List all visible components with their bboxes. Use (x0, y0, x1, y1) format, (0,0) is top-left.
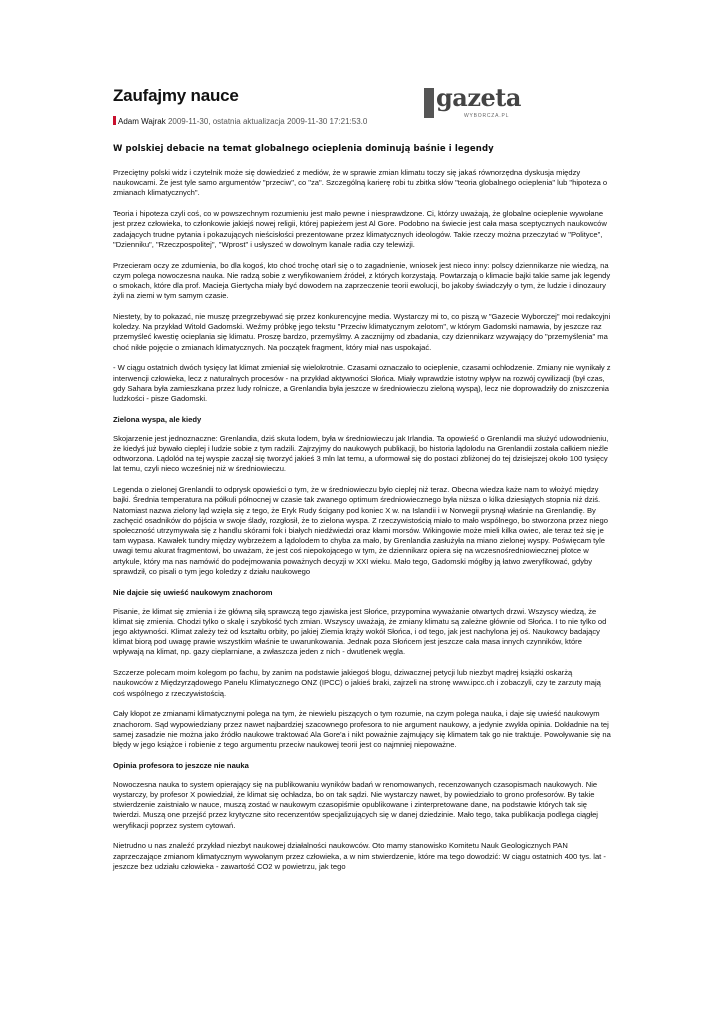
paragraph: Skojarzenie jest jednoznaczne: Grenlandia, dziś skuta lodem, była w średniowieczu jak Irlandia. Ta opowieść o Grenlandii ma służyć udowodnieniu, że kiedyś już bywało cieplej i ludzie sobie z tym radzili. Zajrzyjmy do naukowych publikacji, bo historia lądolodu na Grenlandii została całkiem nieźle odtworzona. Lądolód na tej wyspie zaczął się tworzyć jakieś 3 mln lat temu, a uformował się do postaci zbliżonej do tej dzisiejszej około 100 tysięcy lat temu, czyli nieco wcześniej niż w średniowieczu. (113, 433, 609, 474)
byline (113, 116, 367, 127)
paragraph: Legenda o zielonej Grenlandii to odprysk opowieści o tym, że w średniowieczu było cieplej niż teraz. Obecna wiedza każe nam to włożyć między bajki. Średnia temperatura na półkuli północnej w czasie tak zwanego optimum średniowiecznego była niższa o kilka dziesiątych stopnia niż dziś. Natomiast nazwa zielony ląd wzięła się z tego, że Eryk Rudy ścigany pod koniec X w. na Islandii i w Norwegii prysnął właśnie na Grenlandię. By zachęcić osadników do pójścia w swoje ślady, rozgłosił, że to zielona wyspa. Z rzeczywistością miało to mało wspólnego, bo stworzona przez niego społeczność utrzymywała się z handlu skórami fok i białych niedźwiedzi oraz kłami morsów. Wikingowie może mieli kilka owiec, ale teraz też się je tam wypasa. Kawałek tundry między wybrzeżem a lądolodem to chyba za mało, by Grenlandia zasłużyła na miano zielonej wyspy. Poświęcam tyle uwagi temu akurat fragmentowi, bo uważam, że jest coś niepokojącego w tym, że dziennikarz opiera się na wczesnośredniowiecznej plotce w artykule, który ma nas namówić do podejmowania poważnych decyzji w XXI wieku. Mało tego, Gadomski mógłby ją łatwo zweryfikować, gdyby sprawdził, co pisali o tym jego koledzy z działu naukowego (113, 485, 608, 576)
article-lead: W polskiej debacie na temat globalnego ocieplenia dominują baśnie i legendy (113, 144, 494, 154)
paragraph: Przecieram oczy ze zdumienia, bo dla kogoś, kto choć trochę otarł się o to zagadnienie, wniosek jest nieco inny: polscy dziennikarze nie wiedzą, na czym polega nowoczesna nauka. Nie radzą sobie z weryfikowaniem źródeł, z których korzystają. Powtarzają o klimacie bajki takie same jak legendy o smokach, które dla prof. Macieja Giertycha miały być dowodem na zaprzeczenie teorii ewolucji, bo jakoby świadczyły o tym, że ludzie i dinozaury żyli na ziemi w tym samym czasie. (113, 260, 611, 301)
paragraph: - W ciągu ostatnich dwóch tysięcy lat klimat zmieniał się wielokrotnie. Czasami oznaczało to ocieplenie, czasami ochłodzenie. Zmiany nie wynikały z interwencji człowieka, lecz z naturalnych procesów - na przykład aktywności Słońca. Miały wprawdzie istotny wpływ na rozwój cywilizacji (był czas, gdy Sahara była zamieszkana przez ludy rolnicze, a Grenlandia była jeszcze w średniowieczu zieloną wyspą), lecz nie doprowadziły do zniszczenia ludzkości - pisze Gadomski. (113, 363, 611, 404)
publication-dates: 2009-11-30, ostatnia aktualizacja 2009-11-30 17:21:53.0 (165, 117, 368, 126)
paragraph: Szczerze polecam moim kolegom po fachu, by zanim na podstawie jakiegoś blogu, dziwacznej petycji lub niezbyt mądrej książki oskarżą naukowców z Międzyrządowego Panelu Klimatycznego ONZ (IPCC) o jakieś braki, zajrzeli na stronę www.ipcc.ch i zobaczyli, czy te zarzuty mają coś wspólnego z rzeczywistością. (113, 668, 601, 698)
logo-wordmark: gazeta (436, 83, 521, 112)
gazeta-logo (424, 83, 521, 119)
logo-bar-icon (424, 88, 434, 118)
article-body (113, 168, 611, 872)
article (113, 80, 611, 883)
paragraph: Teoria i hipoteza czyli coś, co w powszechnym rozumieniu jest mało pewne i niesprawdzone. Ci, którzy uważają, że globalne ocieplenie wywołane jest przez człowieka, to członkowie jakiejś nowej religii, której papieżem jest Al Gore. Podobno na świecie jest cała masa sceptycznych naukowców zadających trudne pytania i pokazujących nieścisłości prezentowane przez klimatycznych ideologów. Takie rzeczy można przeczytać w "Polityce", "Dzienniku", "Rzeczpospolitej", "Wprost" i usłyszeć w dowolnym kanale radia czy telewizji. (113, 209, 607, 249)
paragraph: Niestety, by to pokazać, nie muszę przegrzebywać się przez konkurencyjne media. Wystarczy mi to, co piszą w "Gazecie Wyborczej" moi redakcyjni koledzy. Na przykład Witold Gadomski. Weźmy próbkę jego tekstu "Przeciw klimatycznym zelotom", w którym Gadomski namawia, by jeszcze raz przemyśleć kwestię ocieplania się klimatu. Proszę bardzo, przemyślmy. A zacznijmy od zbadania, czy dziennikarz wzywający do "przemyślenia" ma choć nikłe pojęcie o zmianach klimatycznych. Na początek fragment, który miał nas uspokajać. (113, 312, 611, 352)
article-title: Zaufajmy nauce (113, 86, 239, 105)
paragraph: Pisanie, że klimat się zmienia i że główną siłą sprawczą tego zjawiska jest Słońce, przypomina wyważanie otwartych drzwi. Wszyscy wiedzą, że klimat się zmienia. Chodzi tylko o skalę i szybkość tych zmian. Wszyscy uważają, że zmiany klimatu są zależne głównie od Słońca. I to nie tylko od jego aktywności. Klimat zależy też od kształtu orbity, po jakiej Ziemia krąży wokół Słońca, i od tego, jak jest nachylona jej oś. Naukowcy badający klimat biorą pod uwagę prawie wszystkim właśnie te uwarunkowania. Jednak poza Słońcem jest jeszcze cała masa innych czynników, które wpływają na klimat, np. gazy cieplarniane, a zwłaszcza jeden z nich - dwutlenek węgla. (113, 606, 607, 657)
logo-subtext: WYBORCZA.PL (464, 113, 510, 119)
section-heading: Nie dajcie się uwieść naukowym znachorom (113, 587, 273, 597)
paragraph: Nowoczesna nauka to system opierający się na publikowaniu wyników badań w renomowanych, recenzowanych czasopismach naukowych. Nie wystarczy, by profesor X powiedział, że klimat się ochładza, bo on tak sądzi. Nie wystarczy nawet, by powiedziało to grono profesorów. By takie stwierdzenie zaistniało w nauce, muszą zostać w naukowym czasopiśmie opublikowane i zinterpretowane dane, na podstawie których tak się twierdzi. Muszą one przejść przez krytyczne sito recenzentów specjalizujących się w danej dziedzinie. Mało tego, taka publikacja podlega ciągłej weryfikacji poprzez system cytowań. (113, 779, 598, 830)
author-name: Adam Wajrak (118, 117, 166, 126)
paragraph: Cały kłopot ze zmianami klimatycznymi polega na tym, że niewielu piszących o tym rozumie, na czym polega nauka, i daje się uwieść naukowym znachorom. Sąd wypowiedziany przez nawet najbardziej szacownego profesora to nie argument naukowy, a jedynie zwykła opinia. Dokładnie na tej samej zasadzie nie można jako źródło naukowe traktować Ala Gore'a i nikt poważnie zajmujący się klimatem tak go nie traktuje. Powoływanie się na błędy w jego książce i robienie z tego argumentu przeciw naukowej teorii jest co najmniej niepoważne. (113, 709, 611, 750)
paragraph: Nietrudno u nas znaleźć przykład niezbyt naukowej działalności naukowców. Oto mamy stanowisko Komitetu Nauk Geologicznych PAN zaprzeczające zmianom klimatycznym wywołanym przez człowieka, a w nim stwierdzenie, które ma tego dowodzić: W ciągu ostatnich 400 tys. lat - jeszcze bez udziału człowieka - zawartość CO2 w powietrzu, jak tego (113, 841, 606, 871)
red-marker-icon (113, 116, 116, 125)
paragraph: Przeciętny polski widz i czytelnik może się dowiedzieć z mediów, że w sprawie zmian klimatu toczy się jakaś równorzędna dyskusja między naukowcami. Że jest tyle samo argumentów "przeciw", co "za". Szczególną karierę robi tu zbitka słów "teoria globalnego ocieplenia" lub "hipoteza o zmianach klimatycznych". (113, 168, 608, 198)
article-header (113, 80, 611, 144)
section-heading: Opinia profesora to jeszcze nie nauka (113, 760, 249, 770)
section-heading: Zielona wyspa, ale kiedy (113, 414, 202, 424)
